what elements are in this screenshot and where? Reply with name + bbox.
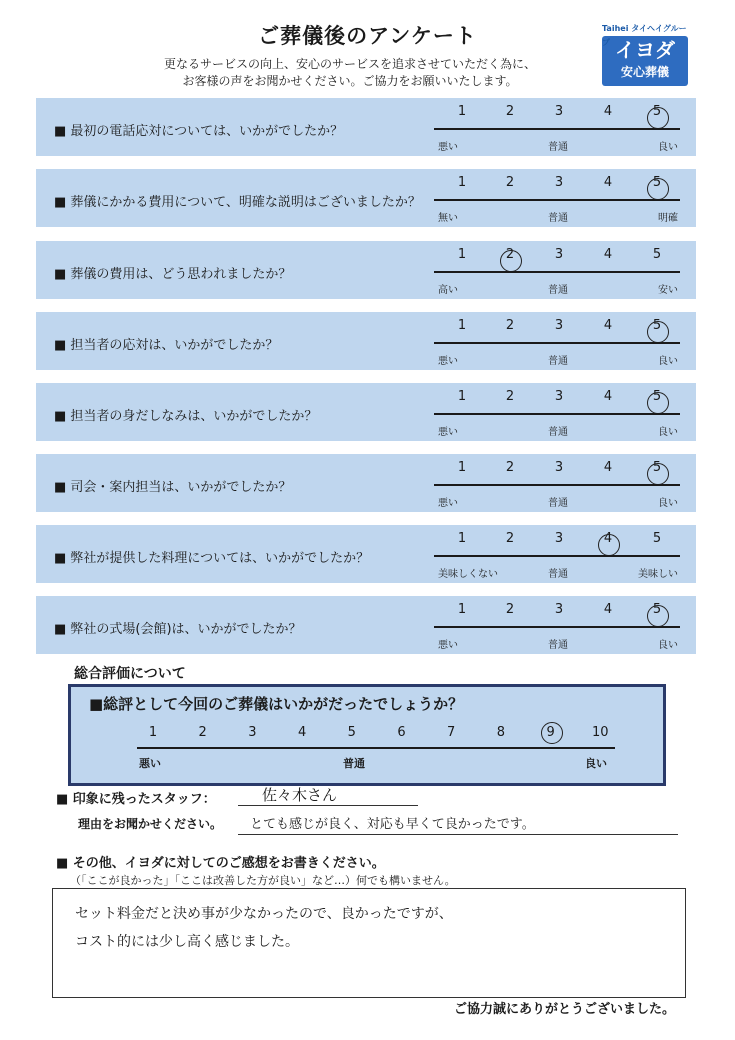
question-row bbox=[36, 241, 696, 299]
staff-label: ■ 印象に残ったスタッフ： bbox=[56, 792, 216, 807]
scale-line bbox=[434, 342, 680, 344]
overall-rating-option[interactable]: 9 bbox=[546, 725, 555, 740]
rating-option[interactable]: 2 bbox=[505, 175, 515, 190]
rating-scale bbox=[36, 389, 662, 405]
staff-value[interactable]: 佐々木さん bbox=[262, 786, 338, 804]
overall-rating-option[interactable]: 10 bbox=[592, 725, 609, 740]
scale-line bbox=[434, 626, 680, 628]
rating-option[interactable]: 4 bbox=[603, 104, 613, 119]
question-row bbox=[36, 383, 696, 441]
rating-option[interactable]: 1 bbox=[457, 104, 467, 119]
comment-line-1: セット料金だと決め事が少なかったので、良かったですが、 bbox=[75, 906, 453, 922]
rating-option[interactable]: 4 bbox=[603, 602, 613, 617]
rating-option[interactable]: 4 bbox=[603, 318, 613, 333]
rating-option[interactable]: 4 bbox=[603, 531, 613, 546]
question-text: ■ 葬儀にかかる費用について、明確な説明はございましたか？ bbox=[54, 195, 421, 210]
rating-option[interactable]: 5 bbox=[652, 104, 662, 119]
question-text: ■ 最初の電話応対については、いかがでしたか？ bbox=[54, 124, 344, 139]
overall-rating-box bbox=[68, 684, 666, 786]
rating-scale bbox=[36, 531, 662, 547]
question-text: ■ 担当者の応対は、いかがでしたか？ bbox=[54, 338, 279, 353]
rating-scale bbox=[36, 602, 662, 618]
other-note: （「ここが良かった」「ここは改善した方が良い」など…）何でも構いません。 bbox=[70, 874, 456, 887]
rating-option[interactable]: 2 bbox=[505, 602, 515, 617]
overall-label-mid: 普通 bbox=[343, 757, 365, 770]
selected-answer-circle bbox=[647, 107, 669, 129]
overall-heading: 総合評価について bbox=[74, 666, 186, 682]
rating-option[interactable]: 5 bbox=[652, 318, 662, 333]
scale-label-mid: 普通 bbox=[548, 285, 568, 296]
question-text: ■ 弊社が提供した料理については、いかがでしたか？ bbox=[54, 551, 370, 566]
scale-label-mid: 普通 bbox=[548, 569, 568, 580]
rating-option[interactable]: 3 bbox=[554, 247, 564, 262]
scale-line bbox=[434, 555, 680, 557]
staff-underline bbox=[238, 805, 418, 806]
scale-label-high: 良い bbox=[658, 498, 678, 509]
rating-option[interactable]: 2 bbox=[505, 104, 515, 119]
scale-label-mid: 普通 bbox=[548, 356, 568, 367]
rating-option[interactable]: 3 bbox=[554, 175, 564, 190]
question-row bbox=[36, 525, 696, 583]
rating-option[interactable]: 5 bbox=[652, 389, 662, 404]
rating-option[interactable]: 1 bbox=[457, 460, 467, 475]
rating-option[interactable]: 2 bbox=[505, 247, 515, 262]
logo-main: イヨダ bbox=[615, 38, 675, 62]
rating-option[interactable]: 1 bbox=[457, 318, 467, 333]
scale-label-low: 悪い bbox=[438, 640, 458, 651]
overall-rating-option[interactable]: 3 bbox=[248, 725, 257, 740]
scale-label-mid: 普通 bbox=[548, 213, 568, 224]
scale-label-high: 美味しい bbox=[638, 569, 678, 580]
question-text: ■ 担当者の身だしなみは、いかがでしたか？ bbox=[54, 409, 318, 424]
selected-answer-circle bbox=[598, 534, 620, 556]
scale-label-high: 明確 bbox=[658, 213, 678, 224]
selected-answer-circle bbox=[647, 321, 669, 343]
reason-value[interactable]: とても感じが良く、対応も早くて良かったです。 bbox=[250, 817, 535, 832]
page-title: ご葬儀後のアンケート bbox=[258, 24, 477, 48]
overall-label-high: 良い bbox=[585, 757, 607, 770]
rating-option[interactable]: 1 bbox=[457, 247, 467, 262]
question-text: ■ 司会・案内担当は、いかがでしたか？ bbox=[54, 480, 292, 495]
rating-option[interactable]: 2 bbox=[505, 389, 515, 404]
intro-line-2: お客様の声をお聞かせください。ご協力をお願いいたします。 bbox=[182, 74, 518, 88]
rating-option[interactable]: 4 bbox=[603, 247, 613, 262]
rating-option[interactable]: 1 bbox=[457, 175, 467, 190]
intro-text bbox=[110, 56, 590, 90]
selected-answer-circle bbox=[647, 463, 669, 485]
scale-label-mid: 普通 bbox=[548, 427, 568, 438]
question-row bbox=[36, 596, 696, 654]
rating-option[interactable]: 1 bbox=[457, 531, 467, 546]
scale-label-low: 悪い bbox=[438, 356, 458, 367]
logo-sub: 安心葬儀 bbox=[620, 65, 669, 79]
selected-answer-circle bbox=[647, 605, 669, 627]
scale-label-high: 良い bbox=[658, 427, 678, 438]
rating-option[interactable]: 4 bbox=[603, 460, 613, 475]
scale-label-low: 悪い bbox=[438, 498, 458, 509]
rating-option[interactable]: 3 bbox=[554, 602, 564, 617]
scale-label-high: 良い bbox=[658, 142, 678, 153]
scale-label-low: 無い bbox=[438, 213, 458, 224]
rating-scale bbox=[36, 247, 662, 263]
selected-answer-circle bbox=[647, 392, 669, 414]
rating-option[interactable]: 2 bbox=[505, 460, 515, 475]
scale-label-high: 安い bbox=[658, 285, 678, 296]
rating-scale bbox=[36, 104, 662, 120]
intro-line-1: 更なるサービスの向上、安心のサービスを追求させていただく為に、 bbox=[163, 57, 536, 71]
selected-answer-circle bbox=[500, 250, 522, 272]
question-row bbox=[36, 312, 696, 370]
company-logo bbox=[602, 22, 694, 94]
selected-answer-circle bbox=[647, 178, 669, 200]
rating-option[interactable]: 1 bbox=[457, 602, 467, 617]
overall-question: ■総評として今回のご葬儀はいかがだったでしょうか？ bbox=[89, 695, 464, 713]
scale-line bbox=[434, 128, 680, 130]
thanks-text: ご協力誠にありがとうございました。 bbox=[454, 1002, 676, 1017]
other-label: ■ その他、イヨダに対してのご感想をお書きください。 bbox=[56, 856, 385, 871]
logo-brand: Taihei タイヘイグループ bbox=[602, 24, 687, 47]
scale-label-high: 良い bbox=[658, 640, 678, 651]
rating-option[interactable]: 4 bbox=[603, 389, 613, 404]
overall-rating-option[interactable]: 4 bbox=[297, 725, 307, 740]
scale-label-high: 良い bbox=[658, 356, 678, 367]
scale-label-low: 高い bbox=[438, 285, 458, 296]
question-row bbox=[36, 98, 696, 156]
rating-option[interactable]: 2 bbox=[505, 531, 515, 546]
rating-option[interactable]: 3 bbox=[554, 389, 564, 404]
rating-option[interactable]: 5 bbox=[652, 531, 662, 546]
question-text: ■ 葬儀の費用は、どう思われましたか？ bbox=[54, 267, 292, 282]
rating-scale bbox=[36, 175, 662, 191]
scale-line bbox=[434, 199, 680, 201]
reason-label: 理由をお聞かせください。 bbox=[78, 817, 223, 831]
rating-scale bbox=[36, 460, 662, 476]
overall-rating-option[interactable]: 5 bbox=[347, 725, 356, 740]
rating-scale bbox=[36, 318, 662, 334]
scale-line bbox=[434, 413, 680, 415]
rating-option[interactable]: 4 bbox=[603, 175, 613, 190]
rating-option[interactable]: 5 bbox=[652, 175, 662, 190]
overall-rating-option[interactable]: 7 bbox=[447, 725, 456, 740]
overall-rating-option[interactable]: 1 bbox=[148, 725, 158, 740]
rating-option[interactable]: 5 bbox=[652, 247, 662, 262]
comment-box[interactable] bbox=[52, 888, 686, 998]
question-row bbox=[36, 454, 696, 512]
rating-option[interactable]: 3 bbox=[554, 460, 564, 475]
rating-option[interactable]: 5 bbox=[652, 460, 662, 475]
scale-line bbox=[434, 271, 680, 273]
overall-rating-option[interactable]: 6 bbox=[397, 725, 406, 740]
scale-label-low: 悪い bbox=[438, 427, 458, 438]
overall-rating-option[interactable]: 8 bbox=[496, 725, 506, 740]
question-text: ■ 弊社の式場(会館)は、いかがでしたか？ bbox=[54, 622, 302, 637]
overall-selected-circle bbox=[541, 722, 563, 744]
rating-option[interactable]: 2 bbox=[505, 318, 515, 333]
scale-label-mid: 普通 bbox=[548, 142, 568, 153]
scale-label-mid: 普通 bbox=[548, 640, 568, 651]
rating-option[interactable]: 3 bbox=[554, 318, 564, 333]
overall-scale-line bbox=[137, 747, 615, 749]
rating-option[interactable]: 1 bbox=[457, 389, 467, 404]
overall-label-low: 悪い bbox=[139, 757, 161, 770]
rating-option[interactable]: 3 bbox=[554, 104, 564, 119]
scale-line bbox=[434, 484, 680, 486]
reason-underline bbox=[238, 834, 678, 835]
scale-label-low: 悪い bbox=[438, 142, 458, 153]
comment-line-2: コスト的には少し高く感じました。 bbox=[75, 934, 299, 950]
scale-label-low: 美味しくない bbox=[438, 569, 498, 580]
overall-rating-option[interactable]: 2 bbox=[198, 725, 207, 740]
rating-option[interactable]: 5 bbox=[652, 602, 662, 617]
rating-option[interactable]: 3 bbox=[554, 531, 564, 546]
scale-label-mid: 普通 bbox=[548, 498, 568, 509]
question-row bbox=[36, 169, 696, 227]
logo-box bbox=[602, 36, 688, 86]
